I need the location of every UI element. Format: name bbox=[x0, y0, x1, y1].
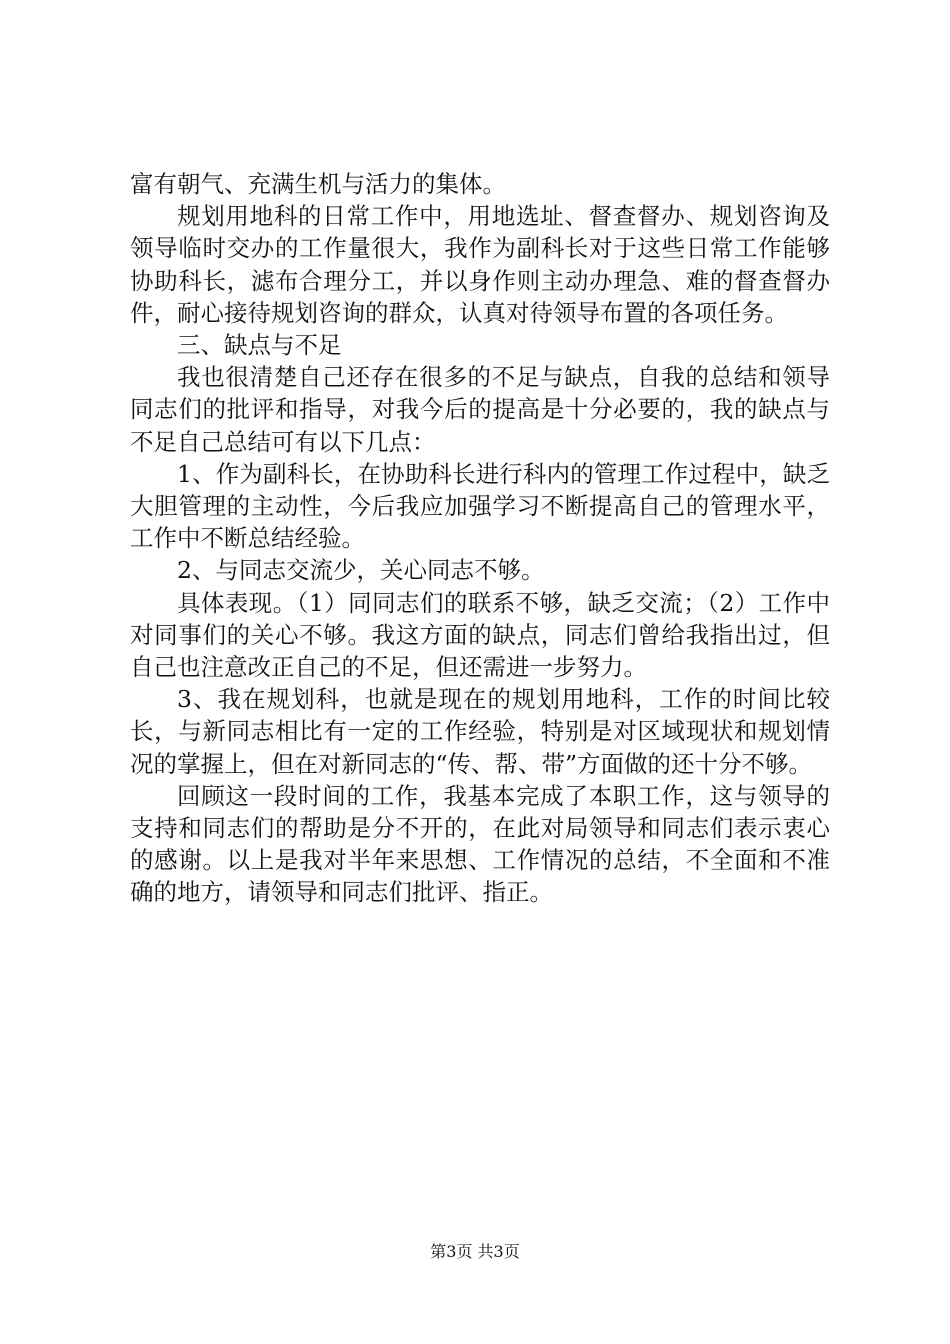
list-item-1: 1、作为副科长，在协助科长进行科内的管理工作过程中，缺乏大胆管理的主动性，今后我应加强学习不断提高自己的管理水平，工作中不断总结经验。 bbox=[130, 459, 830, 553]
paragraph-continuation: 富有朝气、充满生机与活力的集体。 bbox=[130, 170, 506, 198]
list-item-3: 3、我在规划科，也就是现在的规划用地科，工作的时间比较长，与新同志相比有一定的工作经验，特别是对区域现状和规划情况的掌握上，但在对新同志的“传、帮、带”方面做的还十分不够。 bbox=[130, 685, 830, 778]
paragraph-shortcomings-intro: 我也很清楚自己还存在很多的不足与缺点，自我的总结和领导同志们的批评和指导，对我今后的提高是十分必要的，我的缺点与不足自己总结可有以下几点： bbox=[130, 363, 830, 456]
list-item-2: 2、与同志交流少，关心同志不够。 bbox=[177, 556, 545, 585]
page-number-label: 第3页 共3页 bbox=[430, 1242, 520, 1261]
section-heading-shortcomings: 三、缺点与不足 bbox=[177, 331, 342, 360]
page-footer bbox=[0, 1242, 950, 1262]
paragraph-conclusion: 回顾这一段时间的工作，我基本完成了本职工作，这与领导的支持和同志们的帮助是分不开的，在此对局领导和同志们表示衷心的感谢。以上是我对半年来思想、工作情况的总结，不全面和不准确的地方，请领导和同志们批评、指正。 bbox=[130, 781, 830, 907]
paragraph-details: 具体表现。（1）同同志们的联系不够，缺乏交流；（2）工作中对同事们的关心不够。我这方面的缺点，同志们曾给我指出过，但自己也注意改正自己的不足，但还需进一步努力。 bbox=[130, 588, 830, 682]
paragraph-daily-work: 规划用地科的日常工作中，用地选址、督查督办、规划咨询及领导临时交办的工作量很大，我作为副科长对于这些日常工作能够协助科长，滤布合理分工，并以身作则主动办理急、难的督查督办件，耐心接待规划咨询的群众，认真对待领导布置的各项任务。 bbox=[130, 202, 830, 327]
document-body bbox=[130, 168, 830, 909]
